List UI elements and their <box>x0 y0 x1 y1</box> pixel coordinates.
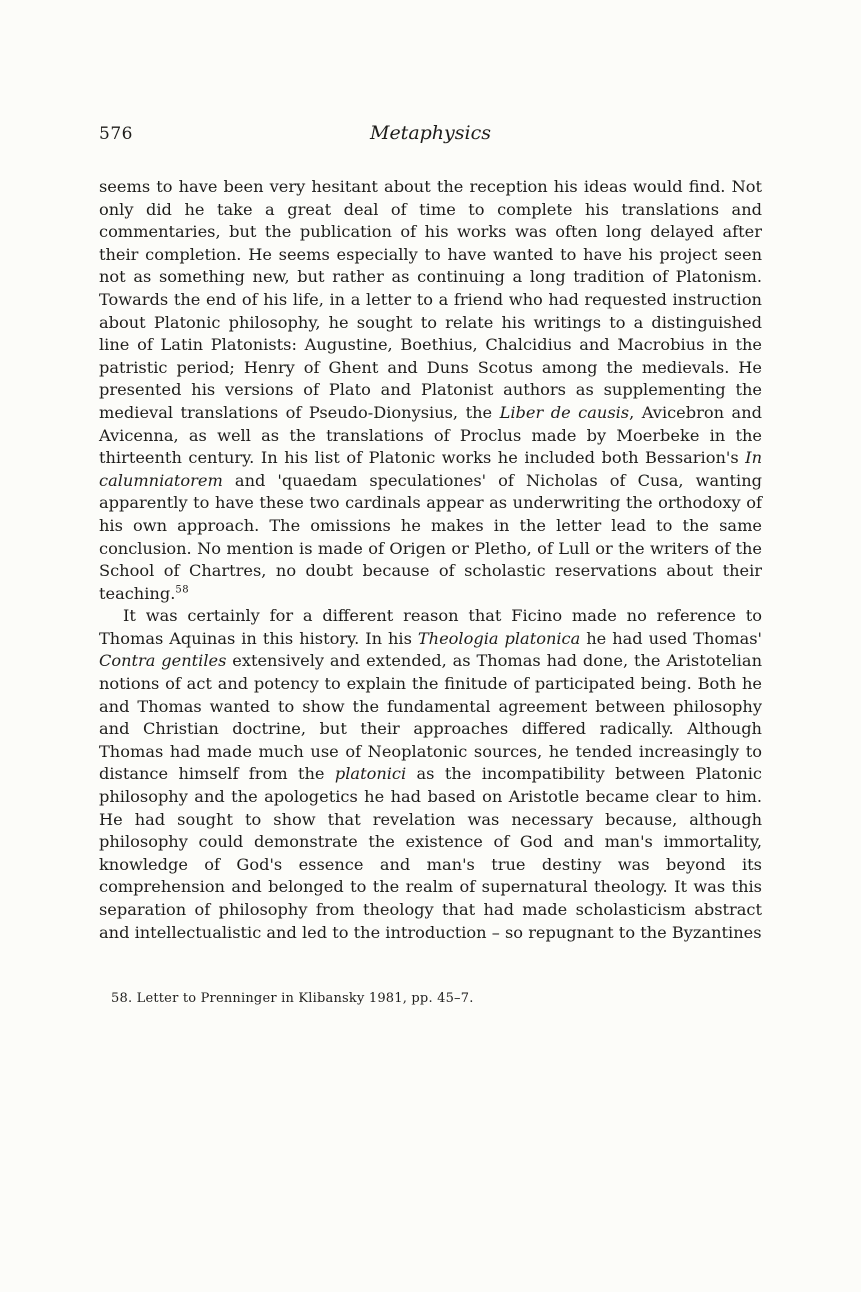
italic-run: Theologia platonica <box>417 628 581 648</box>
text-run: as the incompatibility between Platonic philosophy and the apologetics he had based on Aristotle became clear to him. He had sought to show that revelation was necessary because, although philosophy could demonstrate the existence of God and man's immortality, knowledge of God's essence and man's true destiny was beyond its comprehension and belonged to the realm of supernatural theology. It was this separation of philosophy from theology that had made scholasticism abstract and intellectualistic and led to the introduction – so repugnant to the Byzantines <box>99 764 762 942</box>
italic-run: In calumniatorem <box>99 448 762 490</box>
footnote-reference: 58 <box>175 584 190 596</box>
text-run: seems to have been very hesitant about the reception his ideas would find. Not only did he take a great deal of time to complete his translations and commentaries, but the publication of his works was often long delayed after their completion. He seems especially to have wanted to have his project seen not as something new, but rather as continuing a long tradition of Platonism. Towards the end of his life, in a letter to a friend who had requested instruction about Platonic philosophy, he sought to relate his writings to a distinguished line of Latin Platonists: Augustine, Boethius, Chalcidius and Macrobius in the patristic period; Henry of Ghent and Duns Scotus among the medievals. He presented his versions of Plato and Platonist authors as supplementing the medieval translations of Pseudo-Dionysius, the <box>99 177 762 422</box>
footnote: 58. Letter to Prenninger in Klibansky 1981, pp. 45–7. <box>111 991 474 1007</box>
page-header <box>99 122 762 150</box>
running-title: Metaphysics <box>369 122 491 144</box>
page-number: 576 <box>99 124 133 144</box>
text-run: he had used Thomas' <box>580 628 762 648</box>
text-run: It was certainly for a different reason that Ficino made no reference to Thomas Aquinas in this history. In his <box>99 606 762 648</box>
italic-run: platonici <box>334 764 407 784</box>
paragraph <box>99 605 762 944</box>
body-text <box>99 176 762 944</box>
text-run: , Avicebron and Avicenna, as well as the translations of Proclus made by Moerbeke in the thirteenth century. In his list of Platonic works he included both Bessarion's <box>99 402 762 468</box>
text-run: extensively and extended, as Thomas had done, the Aristotelian notions of act and potency to explain the finitude of participated being. Both he and Thomas wanted to show the fundamental agreement between philosophy and Christian doctrine, but their approaches differed radically. Although Thomas had made much use of Neoplatonic sources, he tended increasingly to distance himself from the <box>99 651 762 784</box>
text-run: and 'quaedam speculationes' of Nicholas of Cusa, wanting apparently to have these two cardinals appear as underwriting the orthodoxy of his own approach. The omissions he makes in the letter lead to the same conclusion. No mention is made of Origen or Pletho, of Lull or the writers of the School of Chartres, no doubt because of scholastic reservations about their teaching. <box>99 470 762 603</box>
italic-run: Contra gentiles <box>99 651 227 671</box>
paragraph <box>99 176 762 605</box>
italic-run: Liber de causis <box>499 402 630 422</box>
